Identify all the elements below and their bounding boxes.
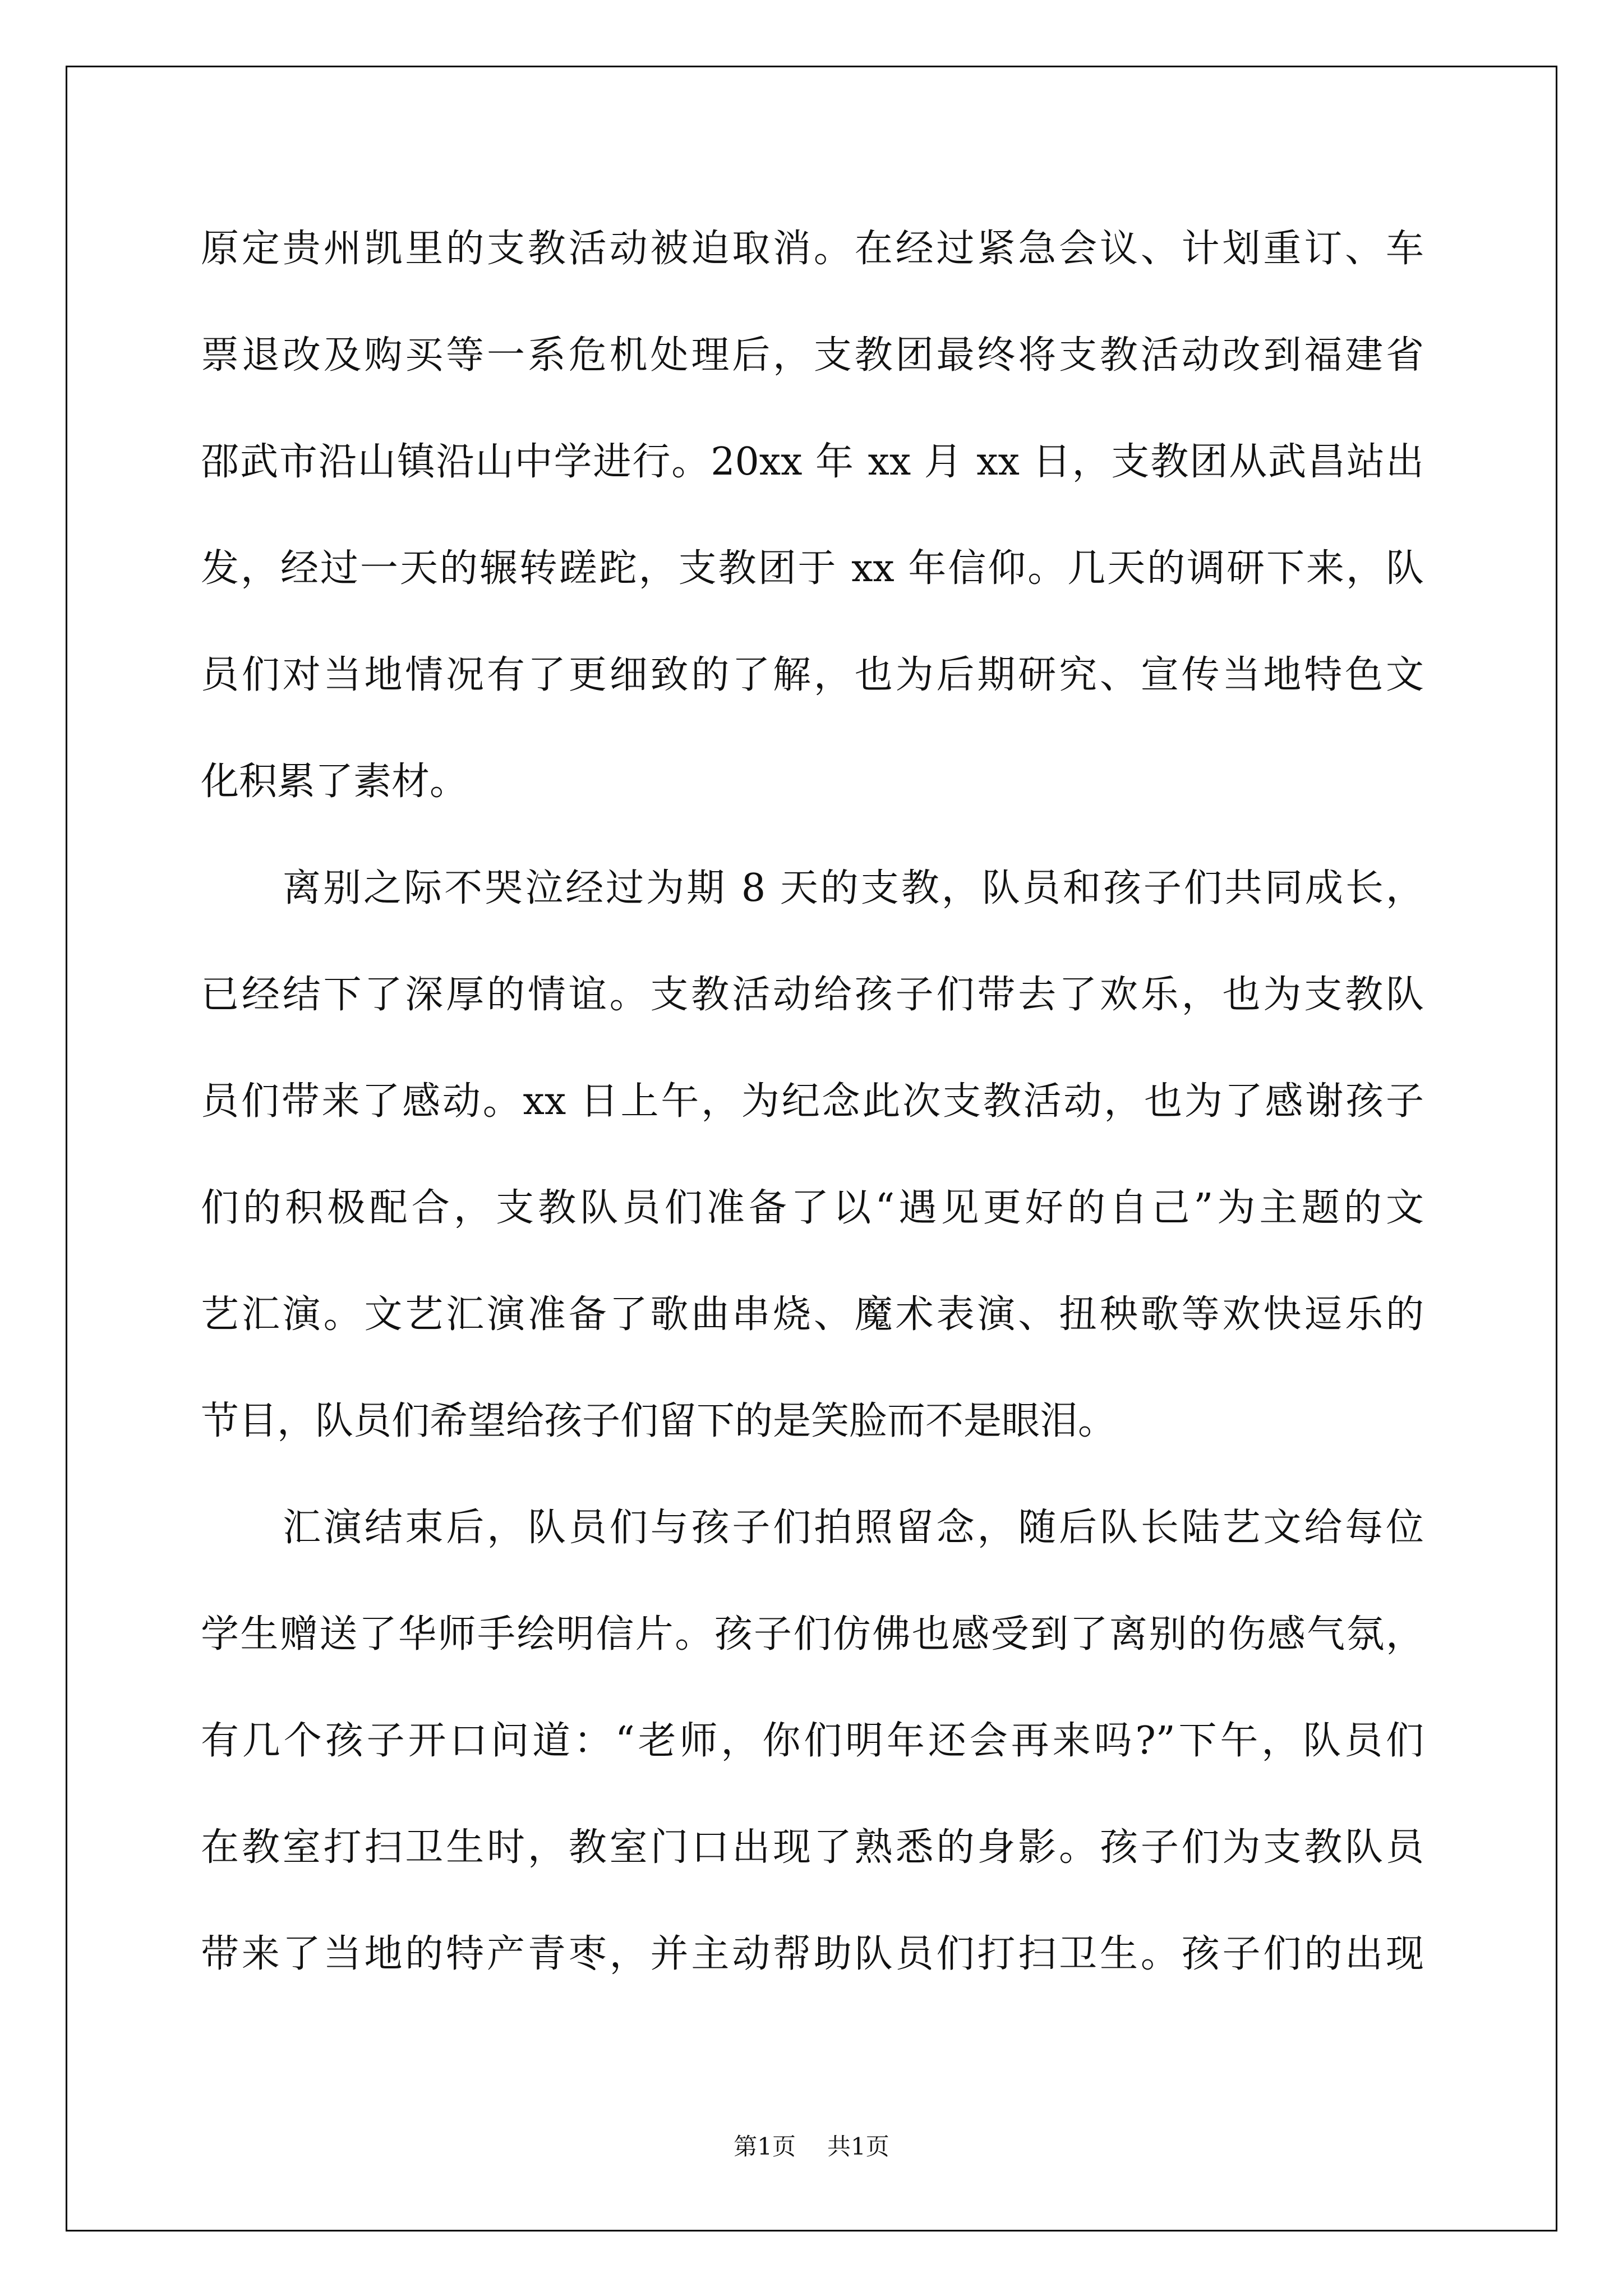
text-line: 汇演结束后，队员们与孩子们拍照留念，随后队长陆艺文给每位 bbox=[283, 1506, 1424, 1550]
text-line: 学生赠送了华师手绘明信片。孩子们仿佛也感受到了离别的伤感气氛， bbox=[201, 1612, 1424, 1657]
text-line: 在教室打扫卫生时，教室门口出现了熟悉的身影。孩子们为支教队员 bbox=[201, 1825, 1424, 1870]
text-line: 票退改及购买等一系危机处理后，支教团最终将支教活动改到福建省 bbox=[201, 333, 1424, 378]
page-number-total: 共1页 bbox=[827, 2133, 889, 2160]
text-line: 员们对当地情况有了更细致的了解，也为后期研究、宣传当地特色文 bbox=[201, 653, 1424, 697]
text-line: 员们带来了感动。xx 日上午，为纪念此次支教活动，也为了感谢孩子 bbox=[201, 1079, 1424, 1124]
page-number-current: 第1页 bbox=[734, 2133, 796, 2160]
paragraph bbox=[201, 835, 1424, 1475]
text-line: 邵武市沿山镇沿山中学进行。20xx 年 xx 月 xx 日，支教团从武昌站出 bbox=[201, 440, 1424, 484]
text-line: 们的积极配合，支教队员们准备了以“遇见更好的自己”为主题的文 bbox=[201, 1186, 1424, 1230]
text-line: 节目，队员们希望给孩子们留下的是笑脸而不是眼泪。 bbox=[201, 1399, 1117, 1443]
text-line: 离别之际不哭泣经过为期 8 天的支教，队员和孩子们共同成长， bbox=[283, 866, 1424, 910]
text-line: 发，经过一天的辗转蹉跎，支教团于 xx 年信仰。几天的调研下来，队 bbox=[201, 546, 1424, 591]
page-footer bbox=[0, 2132, 1623, 2162]
text-line: 已经结下了深厚的情谊。支教活动给孩子们带去了欢乐，也为支教队 bbox=[201, 973, 1424, 1017]
paragraph bbox=[201, 1475, 1424, 2008]
text-line: 原定贵州凯里的支教活动被迫取消。在经过紧急会议、计划重订、车 bbox=[201, 227, 1424, 271]
text-line: 艺汇演。文艺汇演准备了歌曲串烧、魔术表演、扭秧歌等欢快逗乐的 bbox=[201, 1292, 1424, 1337]
paragraph bbox=[201, 196, 1424, 835]
text-line: 带来了当地的特产青枣，并主动帮助队员们打扫卫生。孩子们的出现 bbox=[201, 1932, 1424, 1976]
text-line: 有几个孩子开口问道：“老师，你们明年还会再来吗?”下午，队员们 bbox=[201, 1719, 1424, 1763]
document-body bbox=[201, 196, 1424, 2008]
text-line: 化积累了素材。 bbox=[201, 760, 468, 804]
